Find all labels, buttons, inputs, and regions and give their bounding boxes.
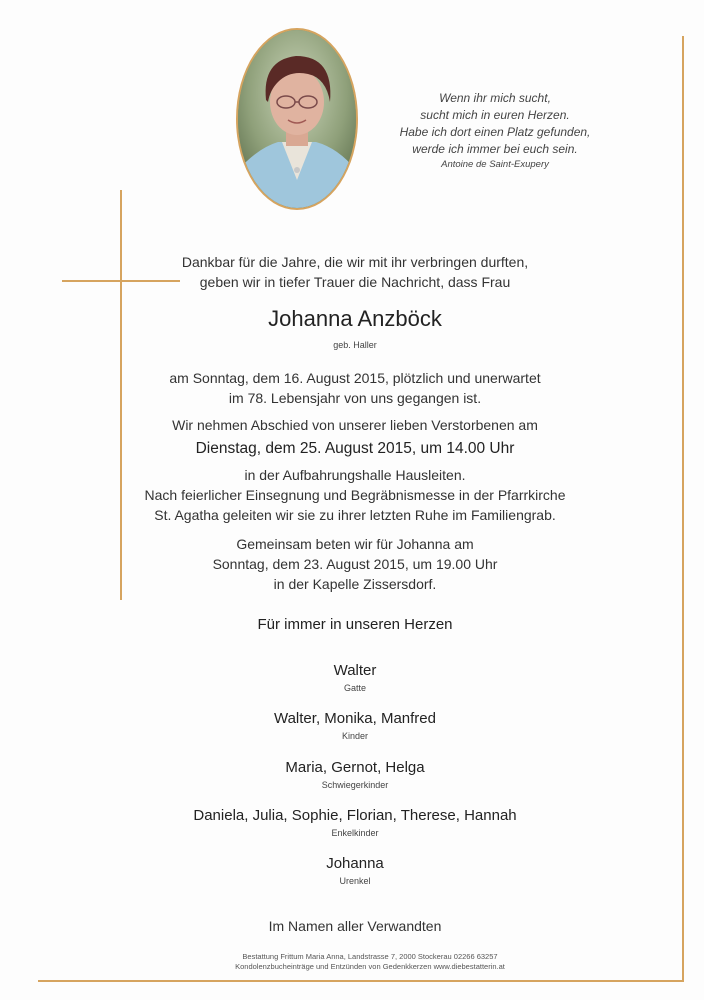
intro-line: geben wir in tiefer Trauer die Nachricht, dass Frau: [199, 274, 511, 290]
death-line: im 78. Lebensjahr von uns gegangen ist.: [228, 390, 482, 406]
closing-text: Im Namen aller Verwandten: [268, 918, 442, 934]
footer-line: Kondolenzbucheinträge und Entzünden von Gedenkkerzen www.diebestatterin.at: [235, 962, 505, 971]
family-names: Daniela, Julia, Sophie, Florian, Therese, Hannah: [193, 807, 517, 824]
quote-author: Antoine de Saint-Exupery: [441, 159, 549, 170]
deceased-name: Johanna Anzböck: [268, 306, 442, 331]
funeral-date: Dienstag, dem 25. August 2015, um 14.00 Uhr: [195, 440, 515, 457]
family-role: Kinder: [341, 731, 368, 741]
prayer-line: in der Kapelle Zissersdorf.: [273, 576, 437, 592]
death-line: am Sonntag, dem 16. August 2015, plötzlich und unerwartet: [169, 370, 541, 386]
funeral-details: [120, 465, 590, 525]
quote-block: [395, 90, 595, 172]
quote-line: Wenn ihr mich sucht,: [439, 91, 551, 105]
frame-bottom-line: [38, 980, 684, 982]
family-names: Johanna: [326, 855, 384, 872]
funeral-line: St. Agatha geleiten wir sie zu ihrer letzten Ruhe im Familiengrab.: [154, 507, 556, 523]
farewell-intro: Wir nehmen Abschied von unserer lieben Verstorbenen am: [172, 417, 538, 433]
footer: [200, 952, 540, 972]
prayer-line: Sonntag, dem 23. August 2015, um 19.00 Uhr: [212, 556, 498, 572]
family-names: Maria, Gernot, Helga: [285, 759, 425, 776]
portrait-photo: [236, 28, 358, 210]
family-role: Gatte: [343, 683, 366, 693]
quote-line: sucht mich in euren Herzen.: [420, 108, 570, 122]
portrait-image: [238, 30, 356, 208]
frame-right-line: [682, 36, 684, 982]
family-role: Enkelkinder: [331, 828, 379, 838]
birth-name: geb. Haller: [333, 340, 377, 350]
prayer-line: Gemeinsam beten wir für Johanna am: [236, 536, 474, 552]
prayer-text: [120, 534, 590, 594]
family-role: Urenkel: [339, 876, 371, 886]
quote-line: werde ich immer bei euch sein.: [412, 142, 578, 156]
funeral-line: Nach feierlicher Einsegnung und Begräbnismesse in der Pfarrkirche: [144, 487, 566, 503]
footer-line: Bestattung Frittum Maria Anna, Landstrasse 7, 2000 Stockerau 02266 63257: [242, 952, 498, 961]
motto: Für immer in unseren Herzen: [257, 616, 453, 633]
quote-line: Habe ich dort einen Platz gefunden,: [399, 125, 591, 139]
intro-line: Dankbar für die Jahre, die wir mit ihr verbringen durften,: [181, 254, 529, 270]
death-text: [120, 368, 590, 408]
family-names: Walter: [333, 662, 377, 679]
funeral-line: in der Aufbahrungshalle Hausleiten.: [244, 467, 466, 483]
family-role: Schwiegerkinder: [321, 780, 389, 790]
family-names: Walter, Monika, Manfred: [273, 710, 436, 727]
intro-text: [120, 252, 590, 292]
